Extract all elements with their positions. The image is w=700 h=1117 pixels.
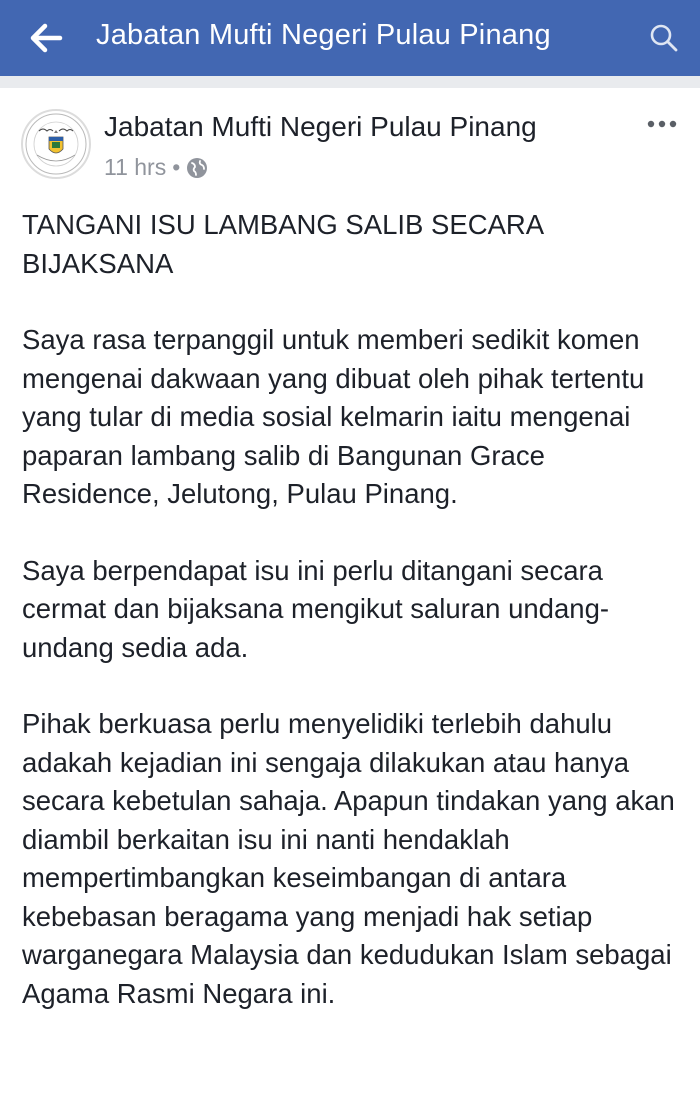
- globe-icon: [186, 157, 208, 179]
- post-meta: [104, 154, 208, 181]
- post-card: [0, 88, 700, 1117]
- penang-crest-logo: [23, 111, 89, 177]
- post-timestamp[interactable]: 11 hrs: [104, 154, 167, 180]
- back-button[interactable]: [22, 18, 70, 58]
- post-paragraph: Saya rasa terpanggil untuk memberi sedikit komen mengenai dakwaan yang dibuat oleh pihak tertentu yang tular di media sosial kelmarin iaitu mengenai paparan lambang salib di Bangunan Grace Residence, Jelutong, Pulau Pinang.: [22, 324, 645, 509]
- author-name[interactable]: Jabatan Mufti Negeri Pulau Pinang: [104, 111, 537, 142]
- more-options-button[interactable]: [644, 112, 680, 136]
- post-headline: TANGANI ISU LAMBANG SALIB SECARA BIJAKSANA: [22, 209, 543, 279]
- search-icon: [649, 23, 679, 53]
- arrow-left-icon: [29, 23, 63, 53]
- avatar[interactable]: [21, 109, 91, 179]
- search-button[interactable]: [644, 18, 684, 58]
- meta-separator: •: [172, 154, 181, 180]
- feed-divider: [0, 76, 700, 88]
- post-paragraph: Saya berpendapat isu ini perlu ditangani secara cermat dan bijaksana mengikut saluran undang-undang sedia ada.: [22, 554, 610, 663]
- page-title: Jabatan Mufti Negeri Pulau Pinang: [96, 19, 551, 51]
- post-paragraph: Pihak berkuasa perlu menyelidiki terlebih dahulu adakah kejadian ini sengaja dilakukan atau hanya secara kebetulan sahaja. Apapun tindakan yang akan diambil berkaitan isu ini nanti hendaklah mempertimbangkan keseimbangan di antara kebebasan beragama yang menjadi hak setiap warganegara Malaysia dan kedudukan Islam sebagai Agama Rasmi Negara ini.: [22, 708, 675, 1009]
- ellipsis-icon: [646, 119, 678, 129]
- top-app-bar: [0, 0, 700, 76]
- post-text: [22, 206, 682, 1051]
